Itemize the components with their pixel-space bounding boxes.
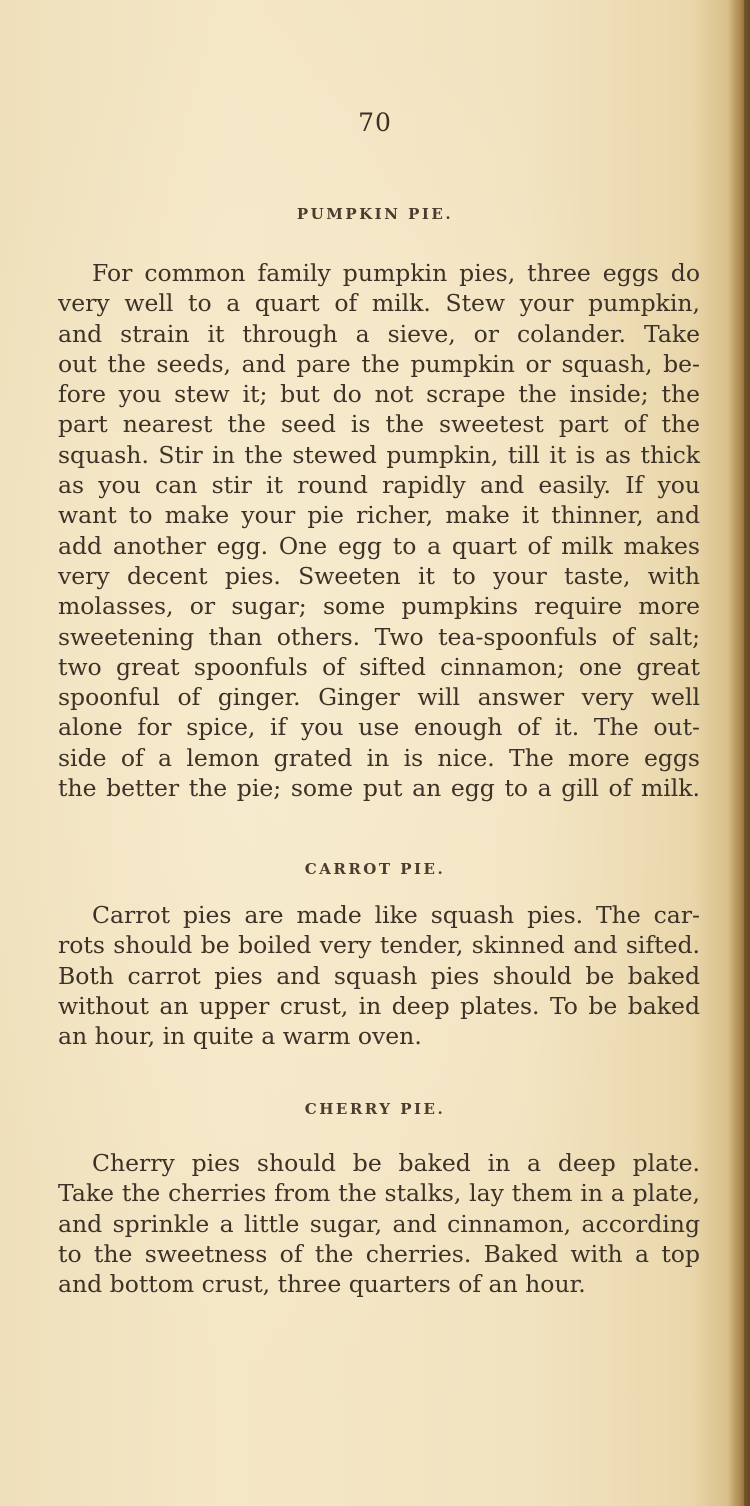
text-line: very well to a quart of milk. Stew your pumpkin, [58, 289, 700, 318]
text-line: side of a lemon grated in is nice. The more eggs [58, 743, 700, 772]
text-line: without an upper crust, in deep plates. To be baked [58, 991, 700, 1020]
text-line: rots should be boiled very tender, skinned and sifted. [58, 931, 700, 960]
text-line: spoonful of ginger. Ginger will answer very well [58, 683, 700, 712]
page-number: 70 [358, 108, 392, 137]
text-line: Take the cherries from the stalks, lay them in a plate, [58, 1179, 700, 1208]
text-line: squash. Stir in the stewed pumpkin, till it is as thick [58, 440, 700, 469]
page-edge [744, 0, 750, 1506]
paragraph-carrot-pie [58, 900, 700, 1051]
text-line: Both carrot pies and squash pies should be baked [58, 961, 700, 990]
text-line: add another egg. One egg to a quart of milk makes [58, 531, 700, 560]
text-line: part nearest the seed is the sweetest part of the [58, 410, 700, 439]
text-line: alone for spice, if you use enough of it. The out- [58, 713, 700, 742]
text-line: two great spoonfuls of sifted cinnamon; one great [58, 652, 700, 681]
section-heading-cherry-pie: CHERRY PIE. [304, 1100, 446, 1118]
text-line: and sprinkle a little sugar, and cinnamon, according [58, 1209, 700, 1238]
text-line: For common family pumpkin pies, three eggs do [92, 259, 700, 287]
text-line: out the seeds, and pare the pumpkin or squash, be- [58, 349, 700, 378]
paragraph-cherry-pie [58, 1148, 700, 1299]
section-heading-pumpkin-pie: PUMPKIN PIE. [296, 205, 454, 223]
text-line: and strain it through a sieve, or colander. Take [58, 319, 700, 348]
text-line: Carrot pies are made like squash pies. The car- [92, 901, 700, 929]
text-line: sweetening than others. Two tea-spoonfuls of salt; [58, 622, 700, 651]
text-line: Cherry pies should be baked in a deep plate. [92, 1149, 700, 1177]
text-line: the better the pie; some put an egg to a gill of milk. [58, 774, 700, 803]
text-line: want to make your pie richer, make it thinner, and [58, 501, 700, 530]
text-line: fore you stew it; but do not scrape the inside; the [58, 380, 700, 409]
text-line: molasses, or sugar; some pumpkins require more [58, 592, 700, 621]
section-heading-carrot-pie: CARROT PIE. [304, 860, 446, 878]
text-line: as you can stir it round rapidly and easily. If you [58, 471, 700, 500]
text-line: to the sweetness of the cherries. Baked with a top [58, 1239, 700, 1268]
text-line: very decent pies. Sweeten it to your taste, with [58, 561, 700, 590]
paragraph-pumpkin-pie [58, 258, 700, 803]
text-line: and bottom crust, three quarters of an hour. [58, 1270, 586, 1299]
text-line: an hour, in quite a warm oven. [58, 1022, 422, 1051]
